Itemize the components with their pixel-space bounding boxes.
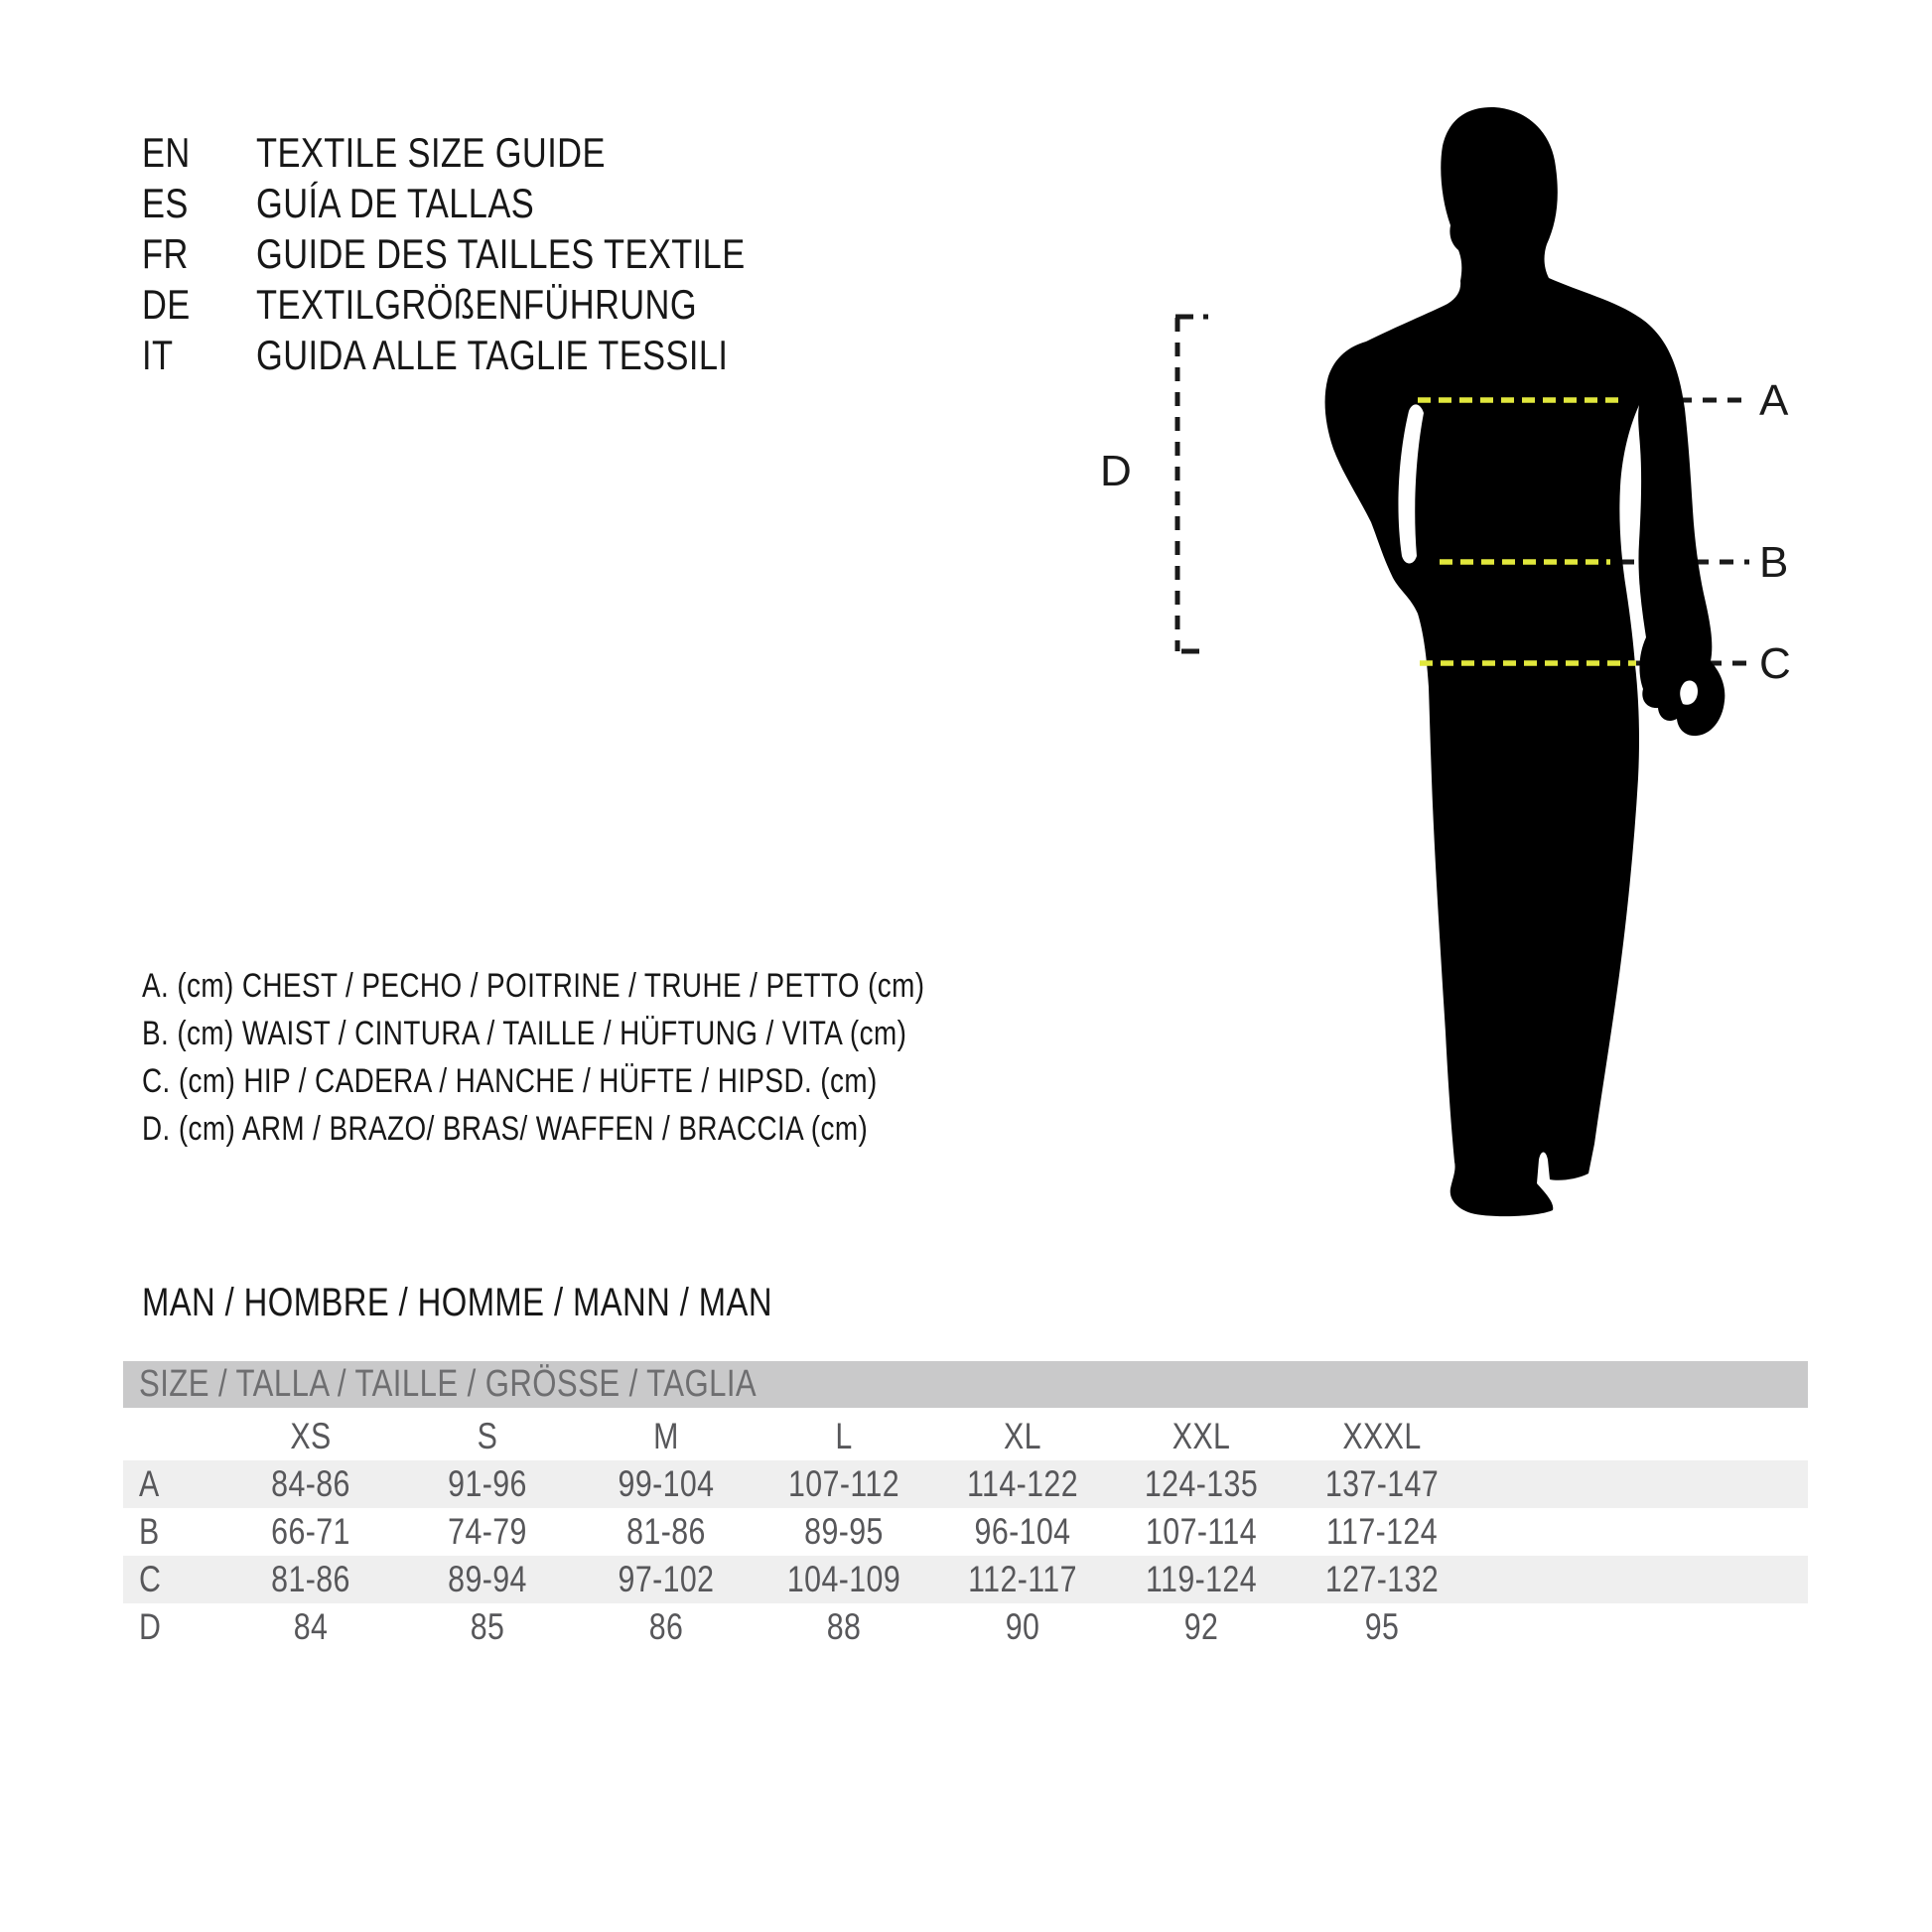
legend-item-hip: C. (cm) HIP / CADERA / HANCHE / HÜFTE / HIPSD. (cm) xyxy=(142,1062,878,1100)
language-code: EN xyxy=(142,129,191,176)
cell-value: 81-86 xyxy=(626,1511,706,1552)
table-row-hip xyxy=(0,1556,1932,1603)
cell-value: 81-86 xyxy=(271,1559,350,1599)
language-code: FR xyxy=(142,230,189,277)
guide-title-it: GUIDA ALLE TAGLIE TESSILI xyxy=(256,332,729,378)
col-header-xxxl: XXXL xyxy=(1342,1416,1422,1456)
col-header-m: M xyxy=(653,1416,679,1456)
cell-value: 95 xyxy=(1364,1606,1400,1647)
row-label: D xyxy=(139,1606,162,1647)
cell-value: 127-132 xyxy=(1324,1559,1440,1599)
cell-value: 89-94 xyxy=(448,1559,527,1599)
cell-value: 86 xyxy=(648,1606,684,1647)
row-label: A xyxy=(139,1463,160,1504)
label-chest-a: A xyxy=(1759,376,1789,425)
cell-value: 97-102 xyxy=(618,1559,715,1599)
col-header-s: S xyxy=(477,1416,498,1456)
cell-value: 107-112 xyxy=(788,1463,899,1504)
cell-value: 88 xyxy=(826,1606,862,1647)
cell-value: 117-124 xyxy=(1326,1511,1438,1552)
section-title-man: MAN / HOMBRE / HOMME / MANN / MAN xyxy=(142,1281,772,1324)
cell-value: 84 xyxy=(293,1606,329,1647)
guide-title-en: TEXTILE SIZE GUIDE xyxy=(256,129,606,176)
legend-item-chest: A. (cm) CHEST / PECHO / POITRINE / TRUHE / PETTO (cm) xyxy=(142,967,925,1005)
cell-value: 99-104 xyxy=(618,1463,715,1504)
guide-title-fr: GUIDE DES TAILLES TEXTILE xyxy=(256,230,746,277)
cell-value: 124-135 xyxy=(1144,1463,1259,1504)
col-header-xxl: XXL xyxy=(1172,1416,1231,1456)
cell-value: 89-95 xyxy=(804,1511,884,1552)
cell-value: 137-147 xyxy=(1324,1463,1440,1504)
cell-value: 84-86 xyxy=(271,1463,350,1504)
cell-value: 112-117 xyxy=(968,1559,1077,1599)
table-header-row xyxy=(0,1413,1932,1460)
size-header-band xyxy=(123,1361,1808,1408)
cell-value: 107-114 xyxy=(1146,1511,1257,1552)
cell-value: 119-124 xyxy=(1146,1559,1257,1599)
language-code: ES xyxy=(142,180,189,226)
cell-value: 96-104 xyxy=(974,1511,1071,1552)
cell-value: 74-79 xyxy=(448,1511,527,1552)
language-code: DE xyxy=(142,281,191,328)
guide-title-es: GUÍA DE TALLAS xyxy=(256,180,535,226)
row-label: B xyxy=(139,1511,160,1552)
table-row-chest xyxy=(0,1460,1932,1508)
col-header-l: L xyxy=(835,1416,853,1456)
cell-value: 114-122 xyxy=(967,1463,1078,1504)
cell-value: 85 xyxy=(470,1606,505,1647)
legend-item-waist: B. (cm) WAIST / CINTURA / TAILLE / HÜFTUNG / VITA (cm) xyxy=(142,1015,907,1052)
label-hip-c: C xyxy=(1759,639,1791,688)
label-waist-b: B xyxy=(1759,538,1789,587)
cell-value: 66-71 xyxy=(271,1511,350,1552)
row-label: C xyxy=(139,1559,162,1599)
legend-item-arm: D. (cm) ARM / BRAZO/ BRAS/ WAFFEN / BRACCIA (cm) xyxy=(142,1110,869,1148)
col-header-xl: XL xyxy=(1004,1416,1041,1456)
col-header-xs: XS xyxy=(290,1416,332,1456)
table-row-arm xyxy=(0,1603,1932,1651)
cell-value: 90 xyxy=(1005,1606,1040,1647)
language-code: IT xyxy=(142,332,174,378)
man-measurement-diagram xyxy=(1072,79,1866,1271)
cell-value: 104-109 xyxy=(786,1559,901,1599)
cell-value: 91-96 xyxy=(448,1463,527,1504)
guide-title-de: TEXTILGRÖßENFÜHRUNG xyxy=(256,281,698,328)
cell-value: 92 xyxy=(1183,1606,1219,1647)
size-header-label: SIZE / TALLA / TAILLE / GRÖSSE / TAGLIA xyxy=(139,1363,758,1405)
label-arm-d: D xyxy=(1100,447,1132,495)
table-row-waist xyxy=(0,1508,1932,1556)
